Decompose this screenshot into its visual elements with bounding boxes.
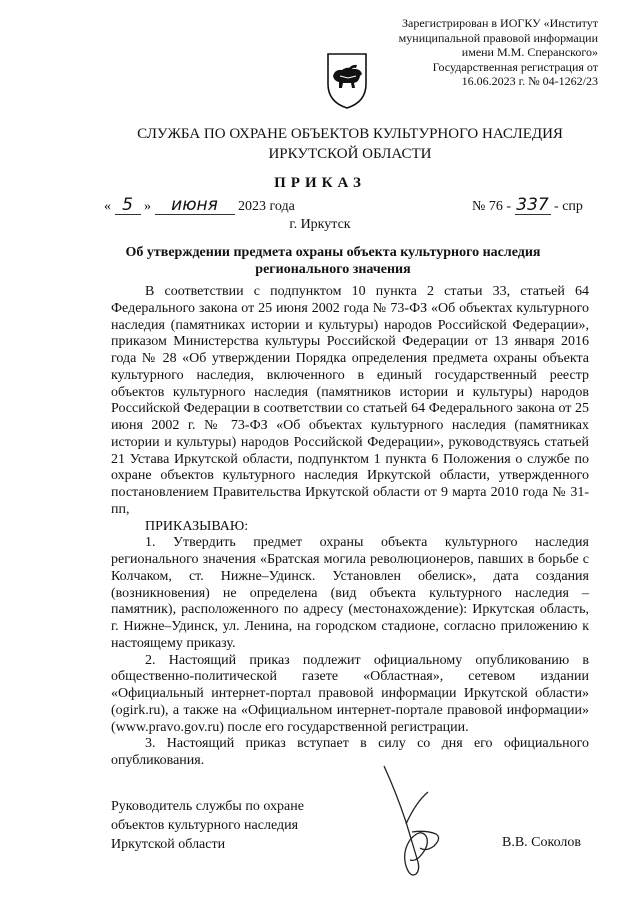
order-item-1: 1. Утвердить предмет охраны объекта культурного наследия регионального значения «Братская могила революционеров, павших в борьбе с Колчаком, ст. Нижне–Удинск. Установлен обелиск», дата создания (возникновения) не определена (вид объекта культурного наследия – памятник), расположенного по адресу (местонахождение): Иркутская область, г. Нижне–Удинск, ул. Ленина, на городском стадионе, согласно приложению к настоящему приказу. [111,535,589,651]
city: г. Иркутск [289,217,351,232]
document-body [111,284,589,770]
position-line: Иркутской области [111,837,226,852]
number-suffix: - спр [554,199,583,214]
registration-line: Государственная регистрация от [432,59,598,74]
date-month: июня [155,197,235,215]
signatory-name: В.В. Соколов [502,835,582,850]
registration-line: муниципальной правовой информации [398,30,598,45]
number-prefix: № 76 - [472,199,512,214]
agency-name-line: СЛУЖБА ПО ОХРАНЕ ОБЪЕКТОВ КУЛЬТУРНОГО НАСЛЕДИЯ [137,126,563,142]
registration-line: 16.06.2023 г. № 04-1262/23 [461,74,598,89]
position-line: Руководитель службы по охране [111,799,304,814]
order-word: ПРИКАЗЫВАЮ: [145,518,249,534]
coat-of-arms-icon [326,52,368,110]
signatory-position [111,797,304,854]
document-date [104,197,295,215]
order-item-2: 2. Настоящий приказ подлежит официальному опубликованию в общественно-политической газете «Областная», сетевом издании «Официальный интернет-портал правовой информации Иркутской области» (ogirk.ru), а также на «Официальном интернет-портале правовой информации» (www.pravo.gov.ru) после его государственной регистрации. [111,652,589,735]
preamble-paragraph: В соответствии с подпунктом 10 пункта 2 статьи 33, статьей 64 Федерального закона от 25 июня 2002 года № 73-ФЗ «Об объектах культурного наследия (памятниках истории и культуры) народов Российской Федерации», приказом Министерства культуры Российской Федерации от 13 января 2016 года № 28 «Об утверждении Порядка определения предмета охраны объекта культурного наследия, включенного в единый государственный реестр объектов культурного наследия (памятников истории и культуры) народов Российской Федерации в соответствии со статьей 64 Федерального закона от 25 июня 2002 г. № 73-ФЗ «Об объектах культурного наследия (памятниках истории и культуры) народов Российской Федерации», руководствуясь статьей 21 Устава Иркутской области, подпунктом 1 пункта 6 Положения о службе по охране объектов культурного наследия Иркутской области, утвержденного постановлением Правительства Иркутской области от 9 марта 2010 года № 31-пп, [111,284,589,517]
position-line: объектов культурного наследия [111,818,299,833]
registration-line: Зарегистрирован в ИОГКУ «Институт [401,16,598,30]
document-subject: Об утверждении предмета охраны объекта культурного наследия регионального значения [125,245,541,277]
order-item-3: 3. Настоящий приказ вступает в силу со дня его официального опубликования. [111,736,589,768]
agency-name-line: ИРКУТСКОЙ ОБЛАСТИ [268,146,432,162]
document-type: ПРИКАЗ [274,175,366,191]
registration-line: имени М.М. Сперанского» [461,45,598,60]
agency-name [60,124,640,164]
date-day: 5 [115,197,141,215]
registration-note [368,16,598,89]
number-value: 337 [516,195,549,215]
document-number [472,197,583,215]
date-open-quote: « [104,199,111,214]
handwritten-signature-icon [376,762,456,882]
date-close-quote: » [144,199,151,214]
date-year: 2023 года [238,199,295,214]
